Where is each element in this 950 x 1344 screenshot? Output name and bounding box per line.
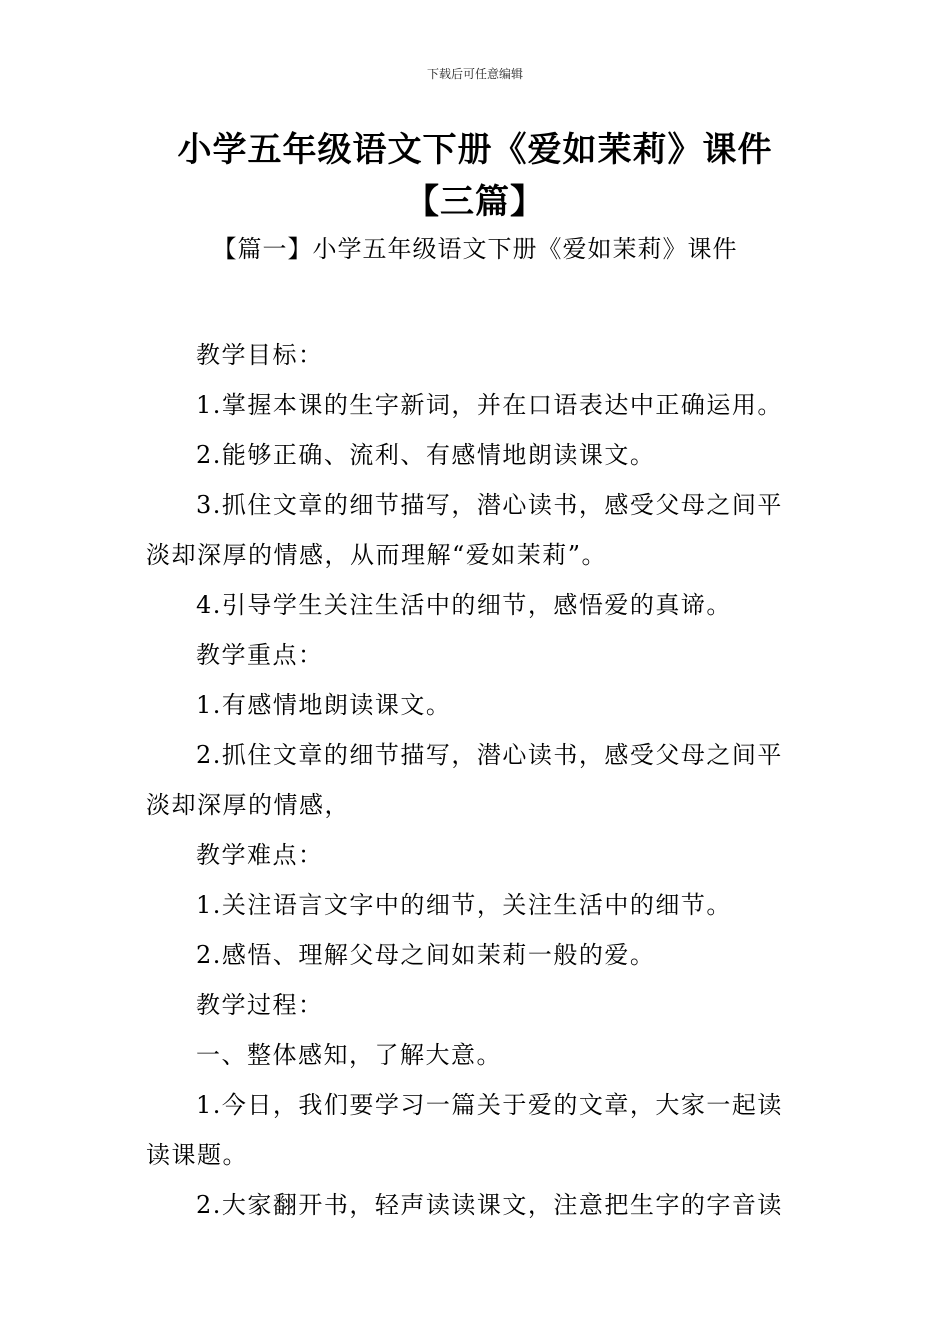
body-line: 一、整体感知，了解大意。 <box>196 1041 502 1069</box>
body-line: 2.抓住文章的细节描写，潜心读书，感受父母之间平 <box>196 741 783 769</box>
body-line: 教学重点： <box>196 641 324 669</box>
body-line: 3.抓住文章的细节描写，潜心读书，感受父母之间平 <box>196 491 783 519</box>
body-line: 读课题。 <box>146 1141 248 1169</box>
body-line: 淡却深厚的情感，从而理解“爱如茉莉”。 <box>146 541 608 569</box>
body-line: 1.掌握本课的生字新词，并在口语表达中正确运用。 <box>196 391 783 419</box>
document-body <box>146 330 810 1230</box>
document-title-line-2: 【三篇】 <box>405 182 545 222</box>
body-line: 2.能够正确、流利、有感情地朗读课文。 <box>196 441 656 469</box>
body-line: 1.关注语言文字中的细节，关注生活中的细节。 <box>196 891 732 919</box>
section-heading: 【篇一】小学五年级语文下册《爱如茉莉》课件 <box>212 235 738 263</box>
header-note: 下载后可任意编辑 <box>426 67 523 81</box>
body-line: 2.大家翻开书，轻声读读课文，注意把生字的字音读 <box>196 1191 783 1219</box>
body-line: 教学过程： <box>196 991 324 1019</box>
body-line: 1.今日，我们要学习一篇关于爱的文章，大家一起读 <box>196 1091 783 1119</box>
body-line: 淡却深厚的情感， <box>146 791 350 819</box>
body-line: 4.引导学生关注生活中的细节，感悟爱的真谛。 <box>196 591 732 619</box>
document-title-line-1: 小学五年级语文下册《爱如茉莉》课件 <box>177 130 773 170</box>
body-line: 教学目标： <box>196 341 324 369</box>
body-line: 教学难点： <box>196 841 324 869</box>
body-line: 2.感悟、理解父母之间如茉莉一般的爱。 <box>196 941 656 969</box>
body-line: 1.有感情地朗读课文。 <box>196 691 452 719</box>
